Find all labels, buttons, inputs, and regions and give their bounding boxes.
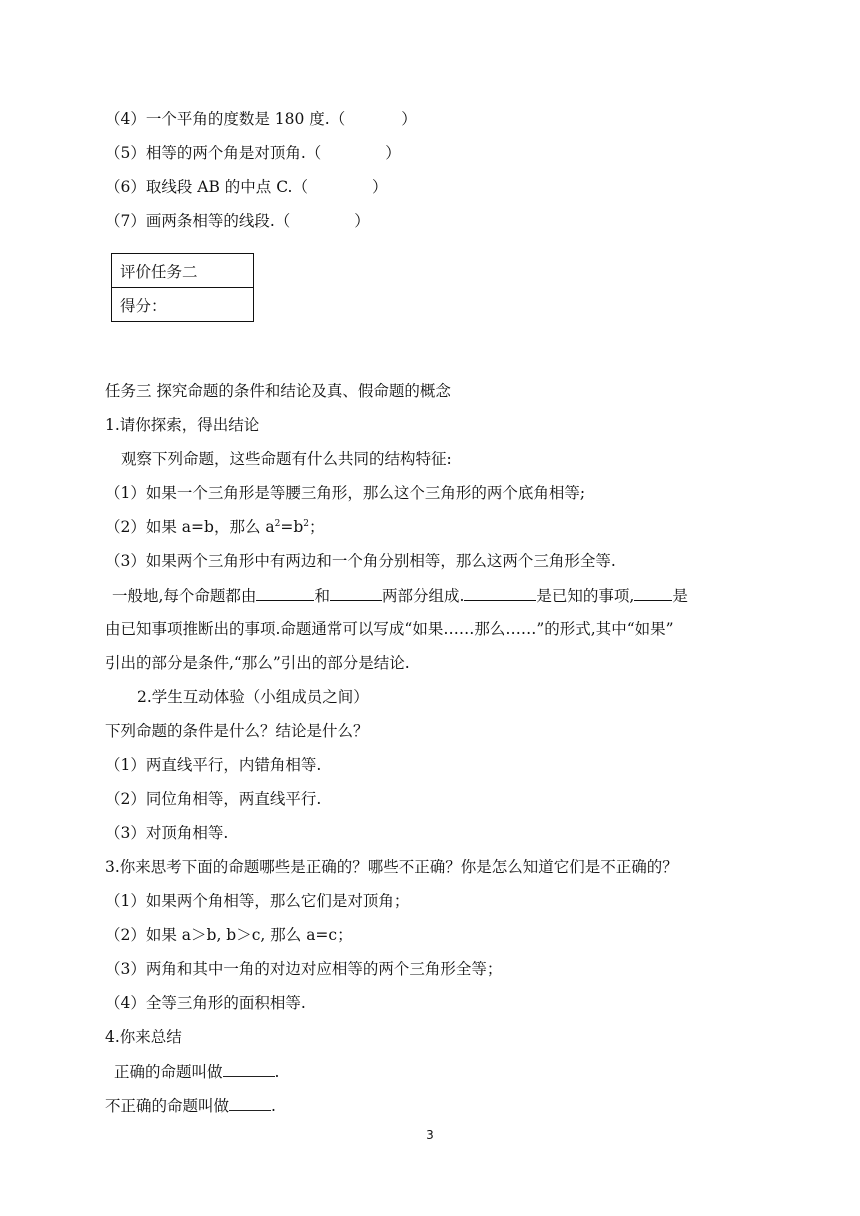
score-label: 得分： [112, 288, 254, 322]
section2-item-2: （2）同位角相等，两直线平行. [105, 790, 322, 808]
true-proposition-line: 正确的命题叫做 . [114, 1060, 279, 1083]
page-number: 3 [426, 1128, 434, 1142]
section3-item-1: （1）如果两个角相等，那么它们是对顶角； [105, 892, 410, 910]
proposition-2: （2）如果 a=b，那么 $a^2=b^2$； [105, 518, 325, 536]
section1-intro: 观察下列命题，这些命题有什么共同的结构特征: [121, 450, 452, 468]
blank-2[interactable] [330, 584, 382, 601]
true-proposition-blank[interactable] [223, 1060, 275, 1077]
section1-title: 1.请你探索，得出结论 [105, 416, 260, 434]
section3-item-2: （2）如果 a＞b, b＞c, 那么 a=c； [105, 926, 353, 944]
evaluation-table [111, 253, 254, 322]
section3-item-4: （4）全等三角形的面积相等. [105, 994, 306, 1012]
section2-item-1: （1）两直线平行，内错角相等. [105, 756, 322, 774]
evaluation-title: 评价任务二 [112, 254, 254, 288]
task3-heading: 任务三 探究命题的条件和结论及真、假命题的概念 [105, 382, 451, 400]
fill-paragraph-line1: 一般地,每个命题都由 和 两部分组成. 是已知的事项, 是 [112, 584, 688, 607]
false-proposition-line: 不正确的命题叫做 . [105, 1094, 276, 1117]
judge-item-5: （5）相等的两个角是对顶角.（ ） [105, 144, 401, 162]
judge-item-7: （7）画两条相等的线段.（ ） [105, 212, 370, 230]
false-proposition-blank[interactable] [229, 1094, 271, 1111]
section2-item-3: （3）对顶角相等. [105, 824, 229, 842]
section2-title: 2.学生互动体验（小组成员之间） [137, 688, 369, 706]
proposition-3: （3）如果两个三角形中有两边和一个角分别相等，那么这两个三角形全等. [105, 552, 616, 570]
fill-paragraph-line2: 由已知事项推断出的事项.命题通常可以写成“如果……那么……”的形式,其中“如果” [105, 620, 674, 638]
proposition-1: （1）如果一个三角形是等腰三角形，那么这个三角形的两个底角相等; [105, 484, 586, 502]
blank-3[interactable] [464, 584, 536, 601]
blank-1[interactable] [256, 584, 314, 601]
section3-item-3: （3）两角和其中一角的对边对应相等的两个三角形全等； [105, 960, 503, 978]
section3-title: 3.你来思考下面的命题哪些是正确的？哪些不正确？你是怎么知道它们是不正确的？ [105, 858, 678, 876]
judge-item-6: （6）取线段 AB 的中点 C.（ ） [105, 178, 388, 196]
fill-paragraph-line3: 引出的部分是条件,“那么”引出的部分是结论. [105, 654, 410, 672]
judge-item-4: （4）一个平角的度数是 180 度.（ ） [105, 110, 417, 128]
section2-question: 下列命题的条件是什么？结论是什么？ [105, 722, 369, 740]
blank-4[interactable] [634, 584, 672, 601]
section4-title: 4.你来总结 [105, 1028, 182, 1046]
